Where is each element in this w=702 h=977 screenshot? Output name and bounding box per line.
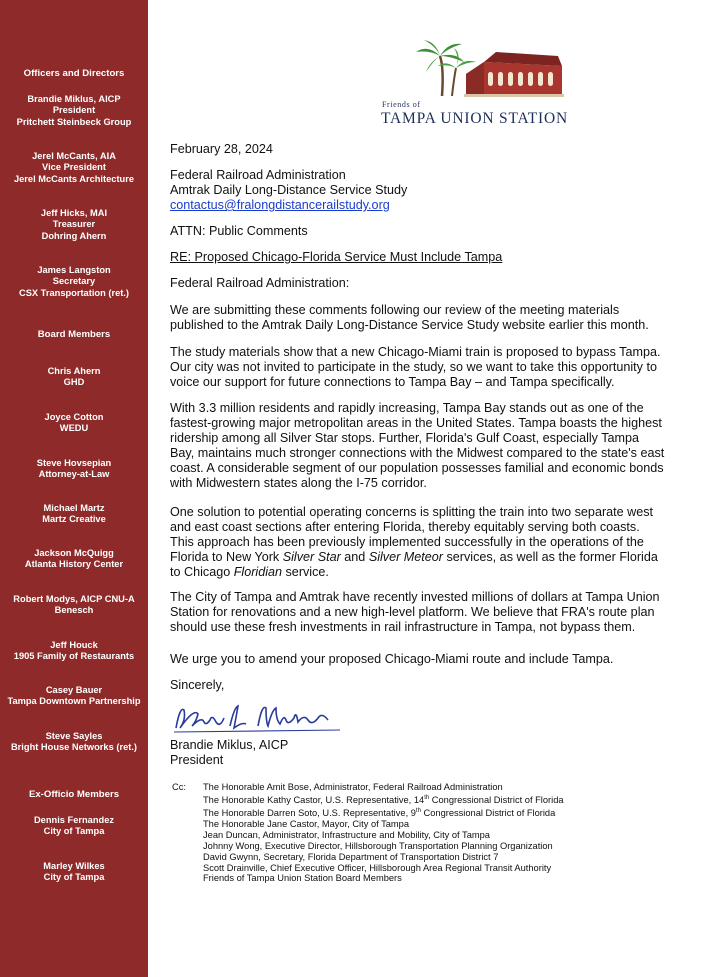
text-run: to Chicago [170, 565, 234, 579]
text-line: voice our support for future connections to Tampa Bay – and Tampa specifically. [170, 375, 615, 389]
text-line: This approach has been previously implemented successfully in the operations of the [170, 535, 644, 549]
cc-line: Friends of Tampa Union Station Board Members [203, 873, 402, 884]
recipient-block [170, 168, 690, 213]
cc-line [203, 806, 633, 819]
text-run: The Honorable Kathy Castor, U.S. Representative, 14 [203, 795, 425, 805]
email-link[interactable]: contactus@fralongdistancerailstudy.org [170, 198, 390, 212]
text-run: service. [282, 565, 329, 579]
paragraph-2 [170, 345, 690, 390]
member-org: City of Tampa [43, 826, 105, 837]
text-line: with Midwestern states along the I-75 corridor. [170, 476, 427, 490]
officer-title: Secretary [52, 276, 96, 287]
text-run: and [340, 550, 369, 564]
officer-org: Pritchett Steinbeck Group [16, 116, 132, 127]
officer-title: President [52, 105, 96, 116]
member-org: Tampa Downtown Partnership [7, 696, 141, 707]
attn-line: ATTN: Public Comments [170, 224, 308, 238]
member-org: Attorney-at-Law [38, 469, 110, 480]
member-name: Robert Modys, AICP CNU-A [13, 594, 135, 604]
cc-line: The Honorable Jane Castor, Mayor, City of Tampa [203, 818, 410, 829]
board-member [0, 548, 148, 571]
paragraph-3 [170, 401, 690, 491]
paragraph-5 [170, 590, 690, 635]
board-member [0, 458, 148, 481]
member-org: Benesch [54, 605, 94, 616]
re-subject: RE: Proposed Chicago-Florida Service Must Include Tampa [170, 250, 503, 264]
text-run: Congressional District of Florida [420, 808, 556, 818]
exofficio-member [0, 815, 148, 838]
paragraph-6: We urge you to amend your proposed Chicago-Miami route and include Tampa. [170, 652, 614, 666]
officer-org: CSX Transportation (ret.) [18, 287, 130, 298]
cc-line [203, 793, 633, 806]
member-name: Michael Martz [43, 503, 105, 513]
re-line [170, 250, 690, 265]
cc-line: Johnny Wong, Executive Director, Hillsborough Transportation Planning Organization [203, 840, 553, 851]
officer-entry [0, 151, 148, 185]
paragraph-4 [170, 505, 690, 580]
officer-name: Jeff Hicks, MAI [40, 208, 108, 218]
train-name: Floridian [233, 565, 283, 579]
train-name: Silver Meteor [368, 550, 443, 564]
member-org: GHD [63, 377, 85, 388]
member-name: Casey Bauer [45, 685, 103, 695]
exofficio-heading: Ex-Officio Members [28, 789, 120, 800]
officer-title: Treasurer [52, 219, 96, 230]
recipient-line: Federal Railroad Administration [170, 168, 346, 182]
recipient-line: Amtrak Daily Long-Distance Service Study [170, 183, 408, 197]
member-org: Atlanta History Center [24, 559, 124, 570]
member-name: Jackson McQuigg [34, 548, 114, 558]
text-run: Florida to New York [170, 550, 283, 564]
member-name: Jeff Houck [50, 640, 98, 650]
cc-line: David Gwynn, Secretary, Florida Department of Transportation District 7 [203, 851, 499, 862]
member-name: Joyce Cotton [44, 412, 104, 422]
member-name: Chris Ahern [47, 366, 101, 376]
board-member [0, 366, 148, 389]
text-line: Station for renovations and a new high-level platform. We believe that FRA's route plan [170, 605, 655, 619]
member-name: Marley Wilkes [43, 861, 105, 871]
member-org: Martz Creative [42, 514, 106, 525]
text-line: The study materials show that a new Chicago-Miami train is proposed to bypass Tampa. [170, 345, 661, 359]
officer-entry [0, 94, 148, 128]
sidebar [0, 0, 148, 977]
text-line: should use these fresh investments in rail infrastructure in Tampa, not bypass them. [170, 620, 636, 634]
signer-title: President [170, 753, 224, 767]
member-name: Steve Sayles [45, 731, 103, 741]
cc-line: The Honorable Amit Bose, Administrator, Federal Railroad Administration [203, 782, 503, 792]
text-line: and east coast sections after entering Florida, thereby equitably serving both coasts. [170, 520, 640, 534]
text-line: ridership among all Silver Star stops. Further, Florida's Gulf Coast, especially Tampa [170, 431, 640, 445]
text-line: Our city was not invited to participate in the study, so we want to take this opportunity to [170, 360, 657, 374]
train-name: Silver Star [282, 550, 341, 564]
cc-list [203, 782, 633, 884]
member-name: Steve Hovsepian [36, 458, 112, 468]
cc-line: Scott Drainville, Chief Executive Officer, Hillsborough Area Regional Transit Authority [203, 862, 552, 873]
officer-name: Jerel McCants, AIA [32, 151, 116, 161]
board-member [0, 685, 148, 708]
member-org: 1905 Family of Restaurants [13, 651, 135, 662]
officer-name: James Langston [37, 265, 111, 275]
text-line [170, 550, 690, 565]
board-member [0, 640, 148, 663]
officer-entry [0, 208, 148, 242]
board-member [0, 594, 148, 617]
text-line [170, 565, 690, 580]
text-line: Bay, maintains much stronger connections with the Midwest compared to the state's east [170, 446, 665, 460]
text-line: The City of Tampa and Amtrak have recently invested millions of dollars at Tampa Union [170, 590, 660, 604]
letter-date: February 28, 2024 [170, 142, 273, 156]
text-line: published to the Amtrak Daily Long-Distance Service Study website earlier this month. [170, 318, 649, 332]
text-line: One solution to potential operating concerns is splitting the train into two separate west [170, 505, 654, 519]
board-member [0, 731, 148, 754]
text-run: services, as well as the former Florida [443, 550, 658, 564]
member-name: Dennis Fernandez [33, 815, 115, 825]
member-org: City of Tampa [43, 872, 105, 883]
board-heading: Board Members [37, 329, 111, 340]
officer-name: Brandie Miklus, AICP [27, 94, 121, 104]
cc-line: Jean Duncan, Administrator, Infrastructure and Mobility, City of Tampa [203, 829, 490, 840]
board-member [0, 503, 148, 526]
text-line: We are submitting these comments following our review of the meeting materials [170, 303, 620, 317]
member-org: Bright House Networks (ret.) [10, 742, 138, 753]
closing: Sincerely, [170, 678, 225, 692]
officer-org: Jerel McCants Architecture [13, 173, 135, 184]
text-run: The Honorable Darren Soto, U.S. Representative, 9 [203, 808, 416, 818]
ordinal-suffix: th [415, 807, 421, 814]
logo-name: TAMPA UNION STATION [381, 110, 568, 127]
officer-entry [0, 265, 148, 299]
text-line: fastest-growing major metropolitan areas in the United States. Tampa boasts the highest [170, 416, 662, 430]
signer-name: Brandie Miklus, AICP [170, 738, 289, 752]
board-member [0, 412, 148, 435]
salutation: Federal Railroad Administration: [170, 276, 350, 290]
exofficio-member [0, 861, 148, 884]
officers-heading: Officers and Directors [23, 68, 125, 79]
text-run: Congressional District of Florida [429, 795, 564, 805]
officer-title: Vice President [42, 162, 106, 173]
signature-image [172, 700, 342, 736]
member-org: WEDU [59, 423, 89, 434]
ordinal-suffix: th [424, 794, 430, 801]
cc-label: Cc: [172, 782, 186, 792]
paragraph-1 [170, 303, 690, 333]
signer-block [170, 738, 690, 768]
text-line: With 3.3 million residents and rapidly increasing, Tampa Bay stands out as one of the [170, 401, 644, 415]
text-line: coast. A considerable segment of our population possesses familial and economic bonds [170, 461, 664, 475]
officer-org: Dohring Ahern [41, 230, 107, 241]
logo-friends-of: Friends of [382, 100, 421, 109]
